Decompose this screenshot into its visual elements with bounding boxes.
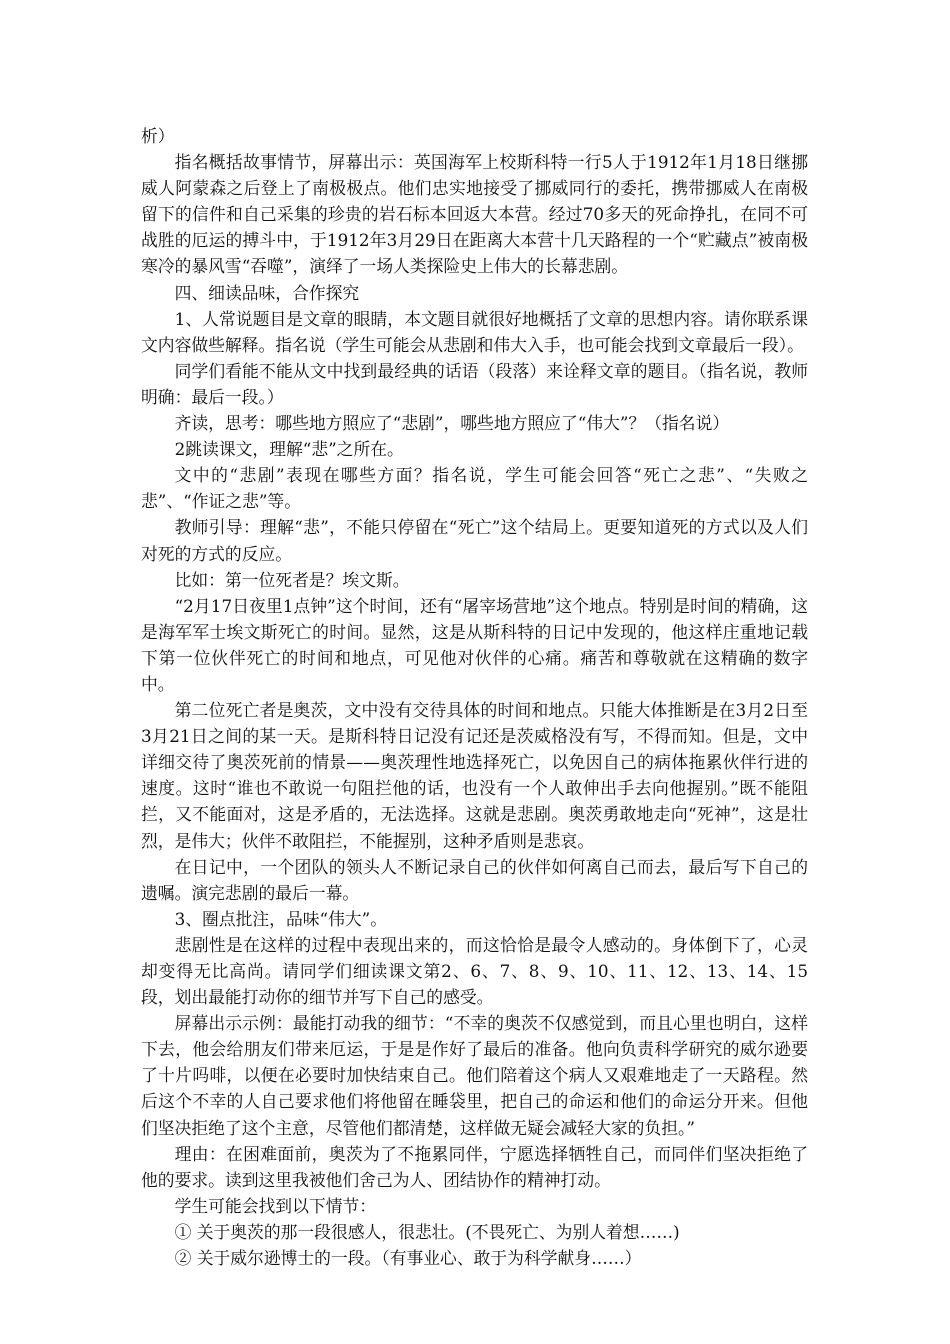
- list-item: ① 关于奥茨的那一段很感人，很悲壮。(不畏死亡、为别人着想……): [174, 1221, 680, 1242]
- document-page: [141, 123, 808, 1271]
- paragraph-plot-summary: 指名概括故事情节，屏幕出示：英国海军上校斯科特一行5人于1912年1月18日继挪威人阿蒙森之后登上了南极极点。他们忠实地接受了挪威同行的委托，携带挪威人在南极留下的信件和自己采集的珍贵的岩石标本回返大本营。经过70多天的死命挣扎，在同不可战胜的厄运的搏斗中，于1912年3月29日在距离大本营十几天路程的一个“贮藏点”被南极寒冷的暴风雪“吞噬”，演绎了一场人类探险史上伟大的长幕悲剧。: [141, 152, 808, 277]
- paragraph: 教师引导：理解“悲”，不能只停留在“死亡”这个结局上。更要知道死的方式以及人们对死的方式的反应。: [141, 517, 808, 564]
- paragraph-question-2: 2跳读课文，理解“悲”之所在。: [174, 439, 404, 460]
- section-heading-4: 四、细读品味，合作探究: [174, 282, 360, 303]
- paragraph: 第二位死亡者是奥茨，文中没有交待具体的时间和地点。只能大体推断是在3月2日至3月21日之间的某一天。是斯科特日记没有记还是茨威格没有写，不得而知。但是，文中详细交待了奥茨死前的情景——奥茨理性地选择死亡，以免因自己的病体拖累伙伴行进的速度。这时“谁也不敢说一句阻拦他的话，也没有一个人敢伸出手去向他握别。”既不能阻拦，又不能面对，这是矛盾的，无法选择。这就是悲剧。奥茨勇敢地走向“死神”，这是壮烈，是伟大；伙伴不敢阻拦，不能握别，这种矛盾则是悲哀。: [141, 700, 808, 851]
- paragraph: 比如：第一位死者是？埃文斯。: [174, 569, 410, 590]
- paragraph-question-1: 1、人常说题目是文章的眼睛，本文题目就很好地概括了文章的思想内容。请你联系课文内容做些解释。指名说（学生可能会从悲剧和伟大入手，也可能会找到文章最后一段）。: [141, 308, 808, 355]
- paragraph: 文中的“悲剧”表现在哪些方面？指名说，学生可能会回答“死亡之悲”、“失败之悲”、“作证之悲”等。: [141, 465, 808, 512]
- paragraph: 齐读，思考：哪些地方照应了“悲剧”，哪些地方照应了“伟大”？（指名说）: [174, 413, 730, 434]
- paragraph: 在日记中，一个团队的领头人不断记录自己的伙伴如何离自己而去，最后写下自己的遗嘱。演完悲剧的最后一幕。: [141, 856, 808, 903]
- paragraph-question-3: 3、圈点批注，品味“伟大”。: [174, 908, 388, 929]
- paragraph: 悲剧性是在这样的过程中表现出来的，而这恰恰是最令人感动的。身体倒下了，心灵却变得无比高尚。请同学们细读课文第2、6、7、8、9、10、11、12、13、14、15段，划出最能打动你的细节并写下自己的感受。: [141, 934, 808, 1008]
- paragraph: 理由：在困难面前，奥茨为了不拖累同伴，宁愿选择牺牲自己，而同伴们坚决拒绝了他的要求。读到这里我被他们舍己为人、团结协作的精神打动。: [141, 1143, 808, 1190]
- paragraph: 同学们看能不能从文中找到最经典的话语（段落）来诠释文章的题目。（指名说，教师明确：最后一段。）: [141, 360, 808, 407]
- paragraph-fragment: 析）: [141, 126, 175, 146]
- paragraph-example: 屏幕出示示例：最能打动我的细节：“不幸的奥茨不仅感觉到，而且心里也明白，这样下去，他会给朋友们带来厄运，于是是作好了最后的准备。他向负责科学研究的威尔逊要了十片吗啡，以便在必要时加快结束自己。他们陪着这个病人又艰难地走了一天路程。然后这个不幸的人自己要求他们将他留在睡袋里，把自己的命运和他们的命运分开来。但他们坚决拒绝了这个主意，尽管他们都清楚，这样做无疑会减轻大家的负担。”: [141, 1013, 808, 1138]
- paragraph: 学生可能会找到以下情节：: [174, 1195, 376, 1216]
- list-item: ② 关于威尔逊博士的一段。（有事业心、敢于为科学献身……）: [174, 1248, 642, 1269]
- paragraph: “2月17日夜里1点钟”这个时间，还有“屠宰场营地”这个地点。特别是时间的精确，这是海军军士埃文斯死亡的时间。显然，这是从斯科特的日记中发现的，他这样庄重地记载下第一位伙伴死亡的时间和地点，可见他对伙伴的心痛。痛苦和尊敬就在这精确的数字中。: [141, 595, 808, 694]
